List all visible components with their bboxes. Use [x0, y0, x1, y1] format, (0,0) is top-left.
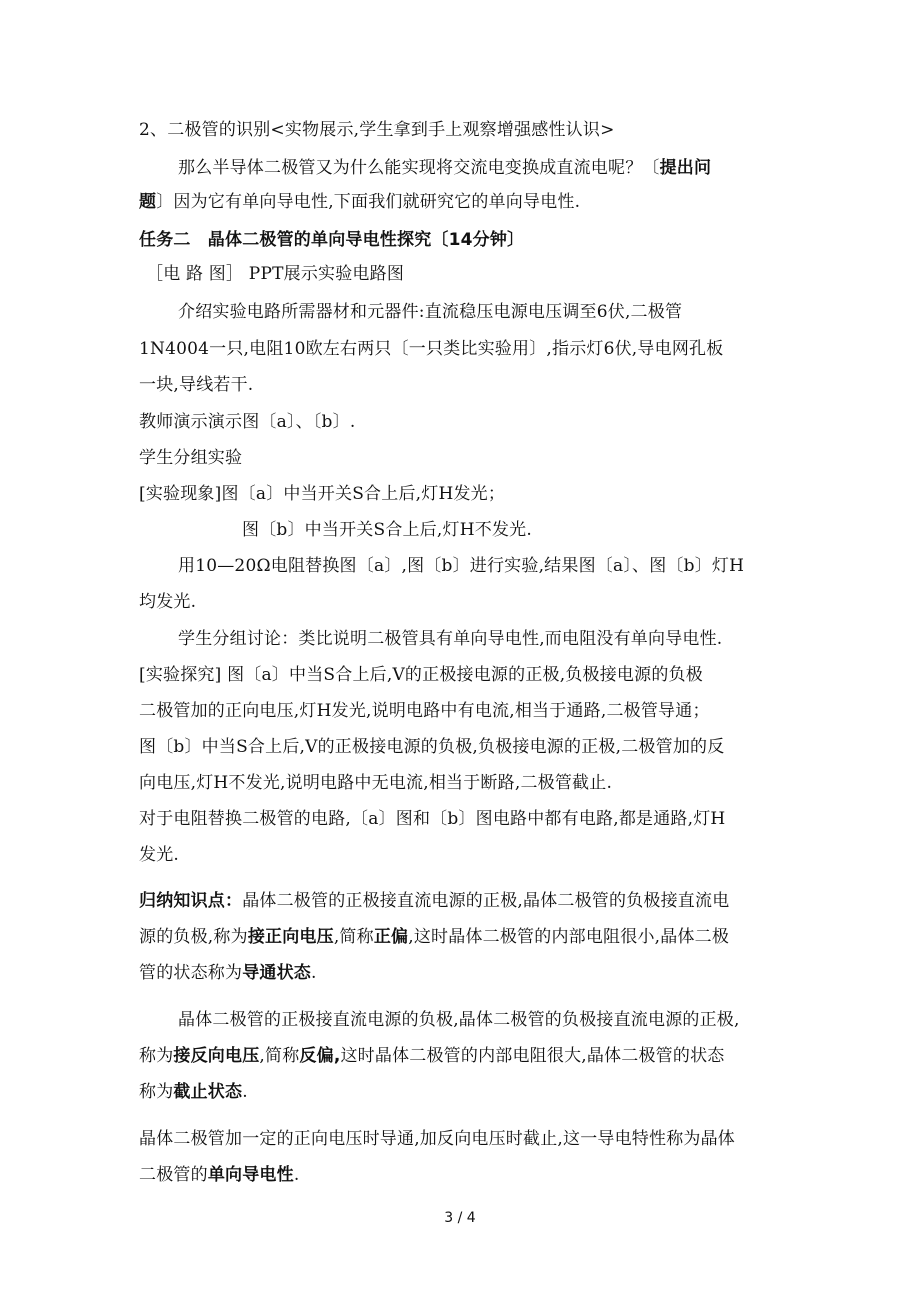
summary-3	[139, 961, 317, 985]
exploration-1	[139, 663, 703, 687]
text: ,简称	[259, 1046, 300, 1066]
text: .	[242, 1082, 248, 1102]
heading-text: 任务二 晶体二极管的单向导电性探究〔14分钟〕	[139, 230, 525, 250]
exploration-4	[139, 771, 612, 795]
text: 二极管加的正向电压,灯H发光,说明电路中有电流,相当于通路,二极管导通；	[139, 701, 710, 721]
text: 均发光.	[139, 592, 197, 612]
text: 晶体二极管的正极接直流电源的负极,晶体二极管的负极接直流电源的正极,	[178, 1010, 740, 1030]
text: 这时晶体二极管的内部电阻很大,晶体二极管的状态	[340, 1046, 725, 1066]
text: 一块,导线若干.	[139, 375, 254, 395]
text: 晶体二极管加一定的正向电压时导通,加反向电压时截止,这一导电特性称为晶体	[139, 1129, 736, 1149]
text: 称为	[139, 1082, 174, 1102]
resistor-replacement-cont	[139, 590, 196, 614]
paragraph-equipment-cont-2	[139, 373, 253, 397]
text: 〕因为它有单向导电性,下面我们就研究它的单向导电性.	[156, 192, 581, 212]
text: 图〔b〕中当S合上后,V的正极接电源的负极,负极接电源的正极,二极管加的反	[139, 737, 725, 757]
resistor-circuit-cont	[139, 843, 179, 867]
emphasis: 接正向电压	[247, 927, 334, 947]
task-two-heading	[139, 228, 524, 252]
exploration-2	[139, 699, 710, 723]
emphasis: 题	[139, 192, 157, 212]
phenomenon-b	[242, 518, 532, 542]
text: 那么半导体二极管又为什么能实现将交流电变换成直流电呢？〔	[178, 158, 660, 178]
text: 向电压,灯H不发光,说明电路中无电流,相当于断路,二极管截止.	[139, 773, 613, 793]
text: .	[311, 963, 317, 983]
conductivity-2	[139, 1163, 299, 1187]
text: .	[293, 1165, 300, 1185]
text: 发光.	[139, 845, 180, 865]
text: ,简称	[333, 927, 374, 947]
page-number: 3 / 4	[444, 1210, 476, 1226]
resistor-circuit	[139, 807, 725, 831]
text: 图〔b〕中当开关S合上后,灯H不发光.	[242, 520, 532, 540]
text: 管的状态称为	[139, 963, 243, 983]
teacher-demo-line	[139, 410, 355, 434]
paragraph-question	[178, 156, 711, 180]
emphasis: 截止状态	[173, 1082, 243, 1102]
group-discussion	[178, 627, 722, 651]
exploration-3	[139, 735, 724, 759]
summary-1	[139, 889, 729, 913]
reverse-2	[139, 1044, 725, 1068]
emphasis: 正偏	[373, 927, 409, 947]
phenomenon-a	[139, 482, 505, 506]
student-group-line	[139, 446, 242, 470]
reverse-3	[139, 1080, 248, 1104]
text: 晶体二极管的正极接直流电源的正极,晶体二极管的负极接直流电	[242, 891, 730, 911]
text: 二极管的	[139, 1165, 208, 1185]
circuit-diagram-line	[146, 262, 404, 286]
emphasis: 接反向电压	[173, 1046, 260, 1066]
emphasis: 提出问	[659, 158, 712, 178]
reverse-1	[178, 1008, 740, 1032]
emphasis: 反偏,	[299, 1046, 341, 1066]
paragraph-equipment-cont-1	[139, 337, 723, 361]
emphasis: 归纳知识点：	[139, 891, 243, 911]
text: 介绍实验电路所需器材和元器件:直流稳压电源电压调至6伏,二极管	[178, 302, 683, 322]
paragraph-question-cont	[139, 190, 580, 214]
emphasis: 单向导电性	[207, 1165, 294, 1185]
text: 学生分组实验	[139, 448, 243, 468]
text: 用10—20Ω电阻替换图〔a〕,图〔b〕进行实验,结果图〔a〕、图〔b〕灯H	[178, 556, 745, 576]
text: 称为	[139, 1046, 174, 1066]
emphasis: 导通状态	[242, 963, 312, 983]
text: ,这时晶体二极管的内部电阻很小,晶体二极	[408, 927, 730, 947]
paragraph-equipment	[178, 300, 682, 324]
text: 学生分组讨论：类比说明二极管具有单向导电性,而电阻没有单向导电性.	[178, 629, 723, 649]
text: 1N4004一只,电阻10欧左右两只〔一只类比实验用〕,指示灯6伏,导电网孔板	[139, 339, 724, 359]
paragraph-diode-identification	[139, 118, 615, 142]
resistor-replacement	[178, 554, 744, 578]
text: [实验现象]图〔a〕中当开关S合上后,灯H发光；	[139, 484, 506, 504]
text: 对于电阻替换二极管的电路,〔a〕图和〔b〕图电路中都有电路,都是通路,灯H	[139, 809, 726, 829]
text: [实验探究] 图〔a〕中当S合上后,V的正极接电源的正极,负极接电源的负极	[139, 665, 703, 685]
summary-2	[139, 925, 729, 949]
text: 2、二极管的识别<实物展示,学生拿到手上观察增强感性认识>	[139, 120, 615, 140]
text: 源的负极,称为	[139, 927, 248, 947]
text: ［电 路 图］ PPT展示实验电路图	[146, 264, 405, 284]
text: 教师演示演示图〔a〕、〔b〕.	[139, 412, 356, 432]
conductivity-1	[139, 1127, 735, 1151]
